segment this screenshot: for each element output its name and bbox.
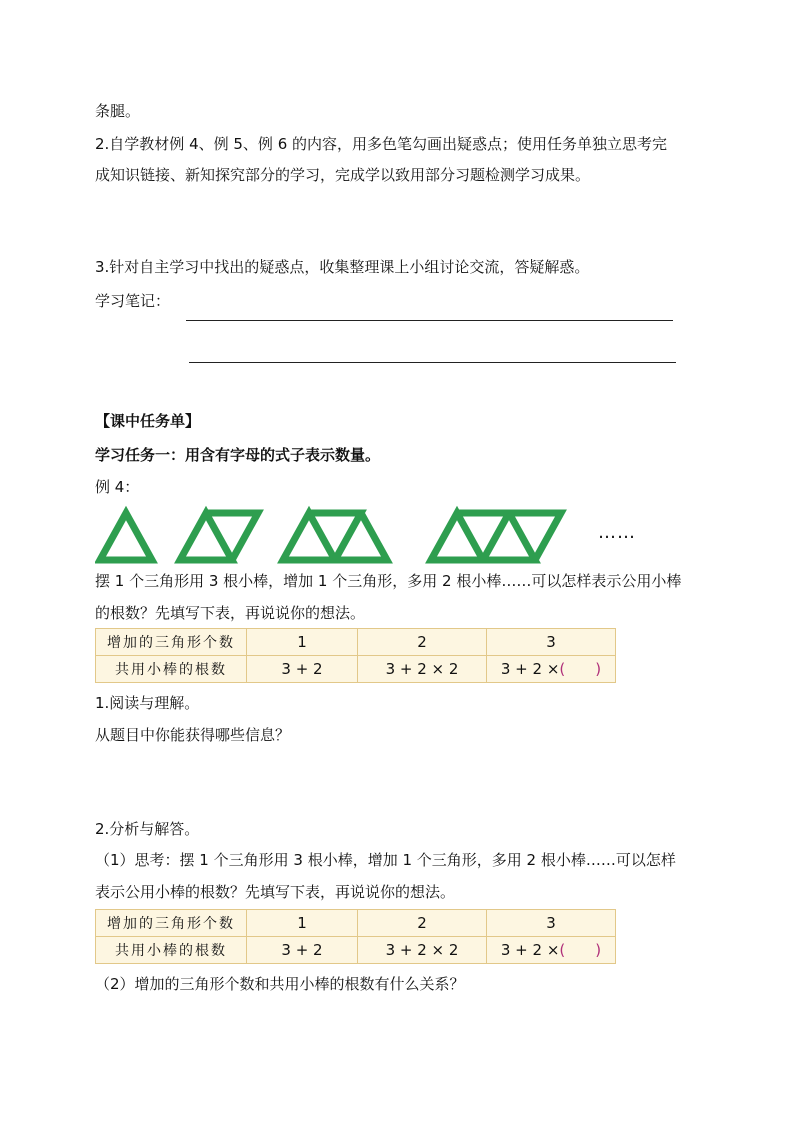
text-line-15: 表示公用小棒的根数？先填写下表，再说说你的想法。 xyxy=(95,883,456,901)
text-line-16: （2）增加的三角形个数和共用小棒的根数有什么关系？ xyxy=(95,975,465,993)
table-cell: 1 xyxy=(247,629,358,656)
formula-text: 3 + 2 × xyxy=(500,660,560,678)
table-row xyxy=(96,629,616,656)
notes-line-2 xyxy=(189,362,676,363)
table-cell: 增加的三角形个数 xyxy=(96,910,247,937)
table-cell: 增加的三角形个数 xyxy=(96,629,247,656)
table-cell: 3 + 2 × 2 xyxy=(358,937,487,964)
fill-table-2 xyxy=(95,909,616,964)
notes-line-1 xyxy=(186,320,673,321)
table-cell: 2 xyxy=(358,910,487,937)
table-cell: 2 xyxy=(358,629,487,656)
table-cell: 3 + 2 × 2 xyxy=(358,656,487,683)
paren-open: ( xyxy=(559,941,566,959)
table-row xyxy=(96,937,616,964)
text-line-3: 3.针对自主学习中找出的疑惑点，收集整理课上小组讨论交流，答疑解惑。 xyxy=(95,258,590,276)
table-answer-cell[interactable] xyxy=(487,937,616,964)
text-line-11: 1.阅读与理解。 xyxy=(95,694,200,712)
fill-table-1 xyxy=(95,628,616,683)
table-row xyxy=(96,656,616,683)
text-line-1: 2.自学教材例 4、例 5、例 6 的内容，用多色笔勾画出疑惑点；使用任务单独立思考完 xyxy=(95,135,668,153)
text-line-10: 的根数？先填写下表，再说说你的想法。 xyxy=(95,604,366,622)
text-line-14: （1）思考：摆 1 个三角形用 3 根小棒，增加 1 个三角形，多用 2 根小棒……可以怎样 xyxy=(95,851,676,869)
table-row xyxy=(96,910,616,937)
table-cell: 共用小棒的根数 xyxy=(96,656,247,683)
paren-close: ) xyxy=(595,660,602,678)
paren-close: ) xyxy=(595,941,602,959)
paren-open: ( xyxy=(559,660,566,678)
task-title: 学习任务一：用含有字母的式子表示数量。 xyxy=(95,446,381,464)
table-cell: 共用小棒的根数 xyxy=(96,937,247,964)
table-cell: 1 xyxy=(247,910,358,937)
formula-text: 3 + 2 × xyxy=(500,941,560,959)
section-title: 【课中任务单】 xyxy=(95,412,201,430)
example-label: 例 4： xyxy=(95,478,140,496)
text-line-0: 条腿。 xyxy=(95,102,141,120)
text-line-13: 2.分析与解答。 xyxy=(95,820,200,838)
text-line-12: 从题目中你能获得哪些信息？ xyxy=(95,726,291,744)
text-line-9: 摆 1 个三角形用 3 根小棒，增加 1 个三角形，多用 2 根小棒……可以怎样表示公用小棒 xyxy=(95,572,682,590)
ellipsis: …… xyxy=(598,522,636,543)
text-line-2: 成知识链接、新知探究部分的学习，完成学以致用部分习题检测学习成果。 xyxy=(95,166,591,184)
notes-label: 学习笔记： xyxy=(95,292,171,310)
table-cell: 3 + 2 xyxy=(247,937,358,964)
table-answer-cell[interactable] xyxy=(487,656,616,683)
table-cell: 3 xyxy=(487,910,616,937)
table-cell: 3 xyxy=(487,629,616,656)
table-cell: 3 + 2 xyxy=(247,656,358,683)
